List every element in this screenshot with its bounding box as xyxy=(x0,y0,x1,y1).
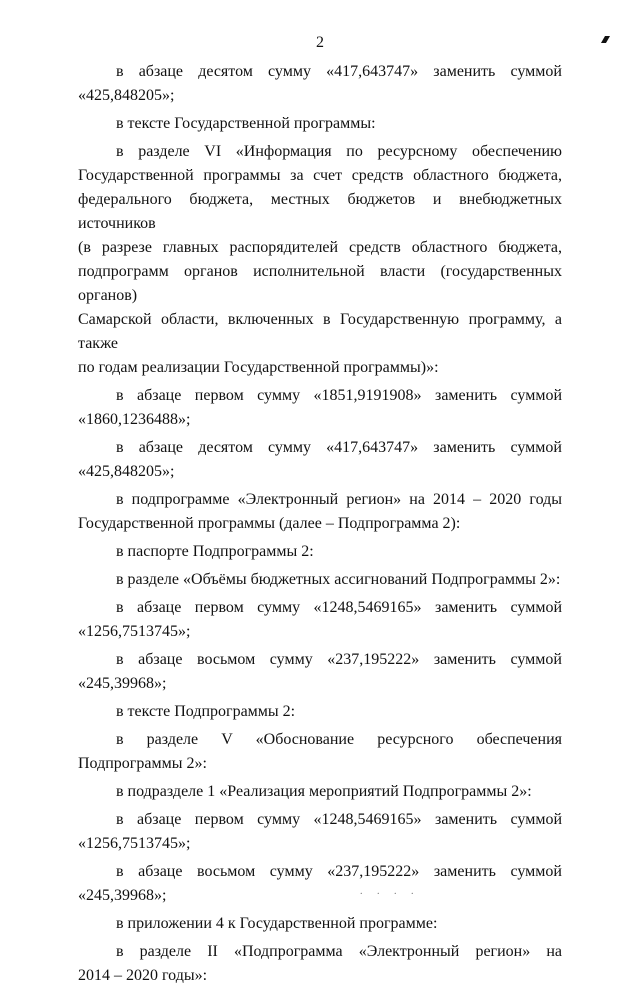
paragraph-line: 2014 – 2020 годы»: xyxy=(78,967,208,984)
paragraph-line: в подпрограмме «Электронный регион» на 2014 – 2020 годы xyxy=(116,491,562,508)
paragraph xyxy=(78,488,562,536)
paragraph-line: «425,848205»; xyxy=(78,463,175,480)
paragraph-line: «1256,7513745»; xyxy=(78,835,191,852)
paragraph-line: в тексте Государственной программы: xyxy=(116,115,376,132)
paragraph-line: (в разрезе главных распорядителей средств областного бюджета, xyxy=(78,239,562,256)
paragraph-line: Государственной программы (далее – Подпрограмма 2): xyxy=(78,515,461,532)
paragraph-line: «245,39968»; xyxy=(78,675,167,692)
paragraph-line: в разделе «Объёмы бюджетных ассигнований Подпрограммы 2»: xyxy=(116,571,561,588)
paragraph-line: в абзаце восьмом сумму «237,195222» заменить суммой xyxy=(116,651,562,668)
paragraph-line: в тексте Подпрограммы 2: xyxy=(116,703,296,720)
paragraph-line: по годам реализации Государственной программы)»: xyxy=(78,359,439,376)
paragraph xyxy=(78,808,562,856)
paragraph-line: в абзаце десятом сумму «417,643747» заменить суммой xyxy=(116,63,562,80)
paragraph xyxy=(78,860,562,908)
page-number: 2 xyxy=(316,34,324,51)
document-body xyxy=(78,60,562,992)
paragraph xyxy=(78,568,562,592)
paragraph-line: «1256,7513745»; xyxy=(78,623,191,640)
paragraph-line: «245,39968»; xyxy=(78,887,167,904)
paragraph xyxy=(78,540,562,564)
paragraph xyxy=(78,940,562,988)
paragraph-line: подпрограмм органов исполнительной власти (государственных органов) xyxy=(78,263,562,304)
paragraph xyxy=(78,140,562,380)
paragraph-line: в абзаце первом сумму «1248,5469165» заменить суммой xyxy=(116,811,562,828)
paragraph xyxy=(78,700,562,724)
paragraph-line: федерального бюджета, местных бюджетов и внебюджетных источников xyxy=(78,191,562,232)
paragraph-line: в паспорте Подпрограммы 2: xyxy=(116,543,314,560)
paragraph-line: «425,848205»; xyxy=(78,87,175,104)
paragraph-line: в разделе II «Подпрограмма «Электронный регион» на xyxy=(116,943,562,960)
paragraph xyxy=(78,912,562,936)
paragraph-line: Государственной программы за счет средств областного бюджета, xyxy=(78,167,562,184)
paragraph-line: в подразделе 1 «Реализация мероприятий Подпрограммы 2»: xyxy=(116,783,532,800)
scan-noise: . . . . xyxy=(360,886,420,897)
paragraph xyxy=(78,728,562,776)
paragraph-line: в абзаце первом сумму «1248,5469165» заменить суммой xyxy=(116,599,562,616)
paragraph xyxy=(78,112,562,136)
paragraph-line: в абзаце восьмом сумму «237,195222» заменить суммой xyxy=(116,863,562,880)
paragraph-line: в разделе V «Обоснование ресурсного обеспечения Подпрограммы 2»: xyxy=(78,731,562,772)
paragraph xyxy=(78,436,562,484)
paragraph xyxy=(78,596,562,644)
paragraph xyxy=(78,60,562,108)
paragraph-line: в приложении 4 к Государственной программе: xyxy=(116,915,438,932)
paragraph xyxy=(78,780,562,804)
paragraph xyxy=(78,648,562,696)
paragraph xyxy=(78,384,562,432)
paragraph-line: в абзаце десятом сумму «417,643747» заменить суммой xyxy=(116,439,562,456)
paragraph-line: в абзаце первом сумму «1851,9191908» заменить суммой xyxy=(116,387,562,404)
paragraph-line: в разделе VI «Информация по ресурсному обеспечению xyxy=(116,143,562,160)
paragraph-line: «1860,1236488»; xyxy=(78,411,191,428)
paragraph-line: Самарской области, включенных в Государственную программу, а также xyxy=(78,311,562,352)
